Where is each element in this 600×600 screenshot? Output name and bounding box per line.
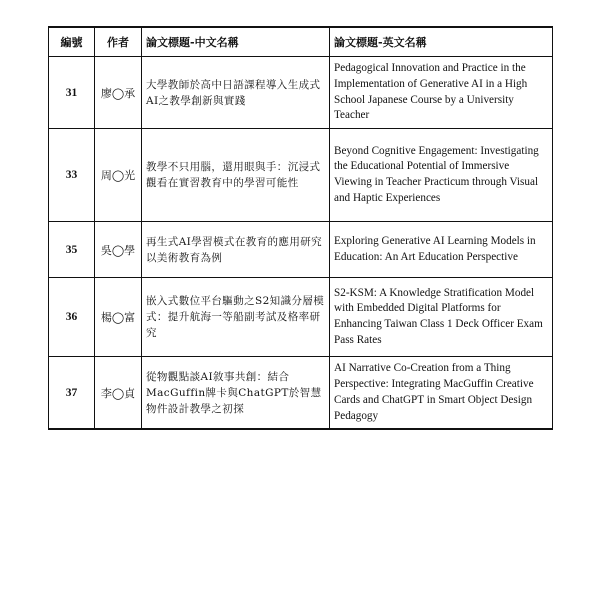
row-title-zh: 大學教師於高中日語課程導入生成式AI之教學創新與實踐 <box>142 57 330 129</box>
table-row <box>49 57 553 129</box>
row-number: 37 <box>49 357 95 430</box>
row-number: 36 <box>49 278 95 357</box>
header-title-zh: 論文標題-中文名稱 <box>142 27 330 57</box>
header-title-en: 論文標題-英文名稱 <box>330 27 553 57</box>
row-author: 李◯貞 <box>95 357 142 430</box>
row-number: 31 <box>49 57 95 129</box>
row-title-en: AI Narrative Co-Creation from a Thing Perspective: Integrating MacGuffin Creative Cards and ChatGPT in Smart Object Design Pedagogy <box>330 357 553 430</box>
paper-list-table <box>48 26 553 430</box>
row-title-en: Beyond Cognitive Engagement: Investigating the Educational Potential of Immersive Viewing in Teacher Practicum through Visual and Haptic Experiences <box>330 129 553 222</box>
table-row <box>49 222 553 278</box>
header-number: 編號 <box>49 27 95 57</box>
table-row <box>49 129 553 222</box>
header-author: 作者 <box>95 27 142 57</box>
row-number: 33 <box>49 129 95 222</box>
table-row <box>49 278 553 357</box>
table-header-row <box>49 27 553 57</box>
row-author: 楊◯富 <box>95 278 142 357</box>
row-number: 35 <box>49 222 95 278</box>
row-title-en: Exploring Generative AI Learning Models in Education: An Art Education Perspective <box>330 222 553 278</box>
row-title-zh: 教學不只用腦，還用眼與手：沉浸式觀看在實習教育中的學習可能性 <box>142 129 330 222</box>
row-title-zh: 再生式AI學習模式在教育的應用研究 以美術教育為例 <box>142 222 330 278</box>
row-title-en: Pedagogical Innovation and Practice in the Implementation of Generative AI in a High School Japanese Course by a University Teacher <box>330 57 553 129</box>
row-title-zh: 從物觀點談AI敘事共創：結合MacGuffin牌卡與ChatGPT於智慧物件設計教學之初探 <box>142 357 330 430</box>
row-author: 周◯光 <box>95 129 142 222</box>
row-title-en: S2-KSM: A Knowledge Stratification Model with Embedded Digital Platforms for Enhancing Taiwan Class 1 Deck Officer Exam Pass Rates <box>330 278 553 357</box>
document-page <box>48 26 552 430</box>
row-author: 廖◯承 <box>95 57 142 129</box>
row-title-zh: 嵌入式數位平台驅動之S2知識分層模式：提升航海一等船副考試及格率研究 <box>142 278 330 357</box>
row-author: 吳◯學 <box>95 222 142 278</box>
table-row <box>49 357 553 430</box>
